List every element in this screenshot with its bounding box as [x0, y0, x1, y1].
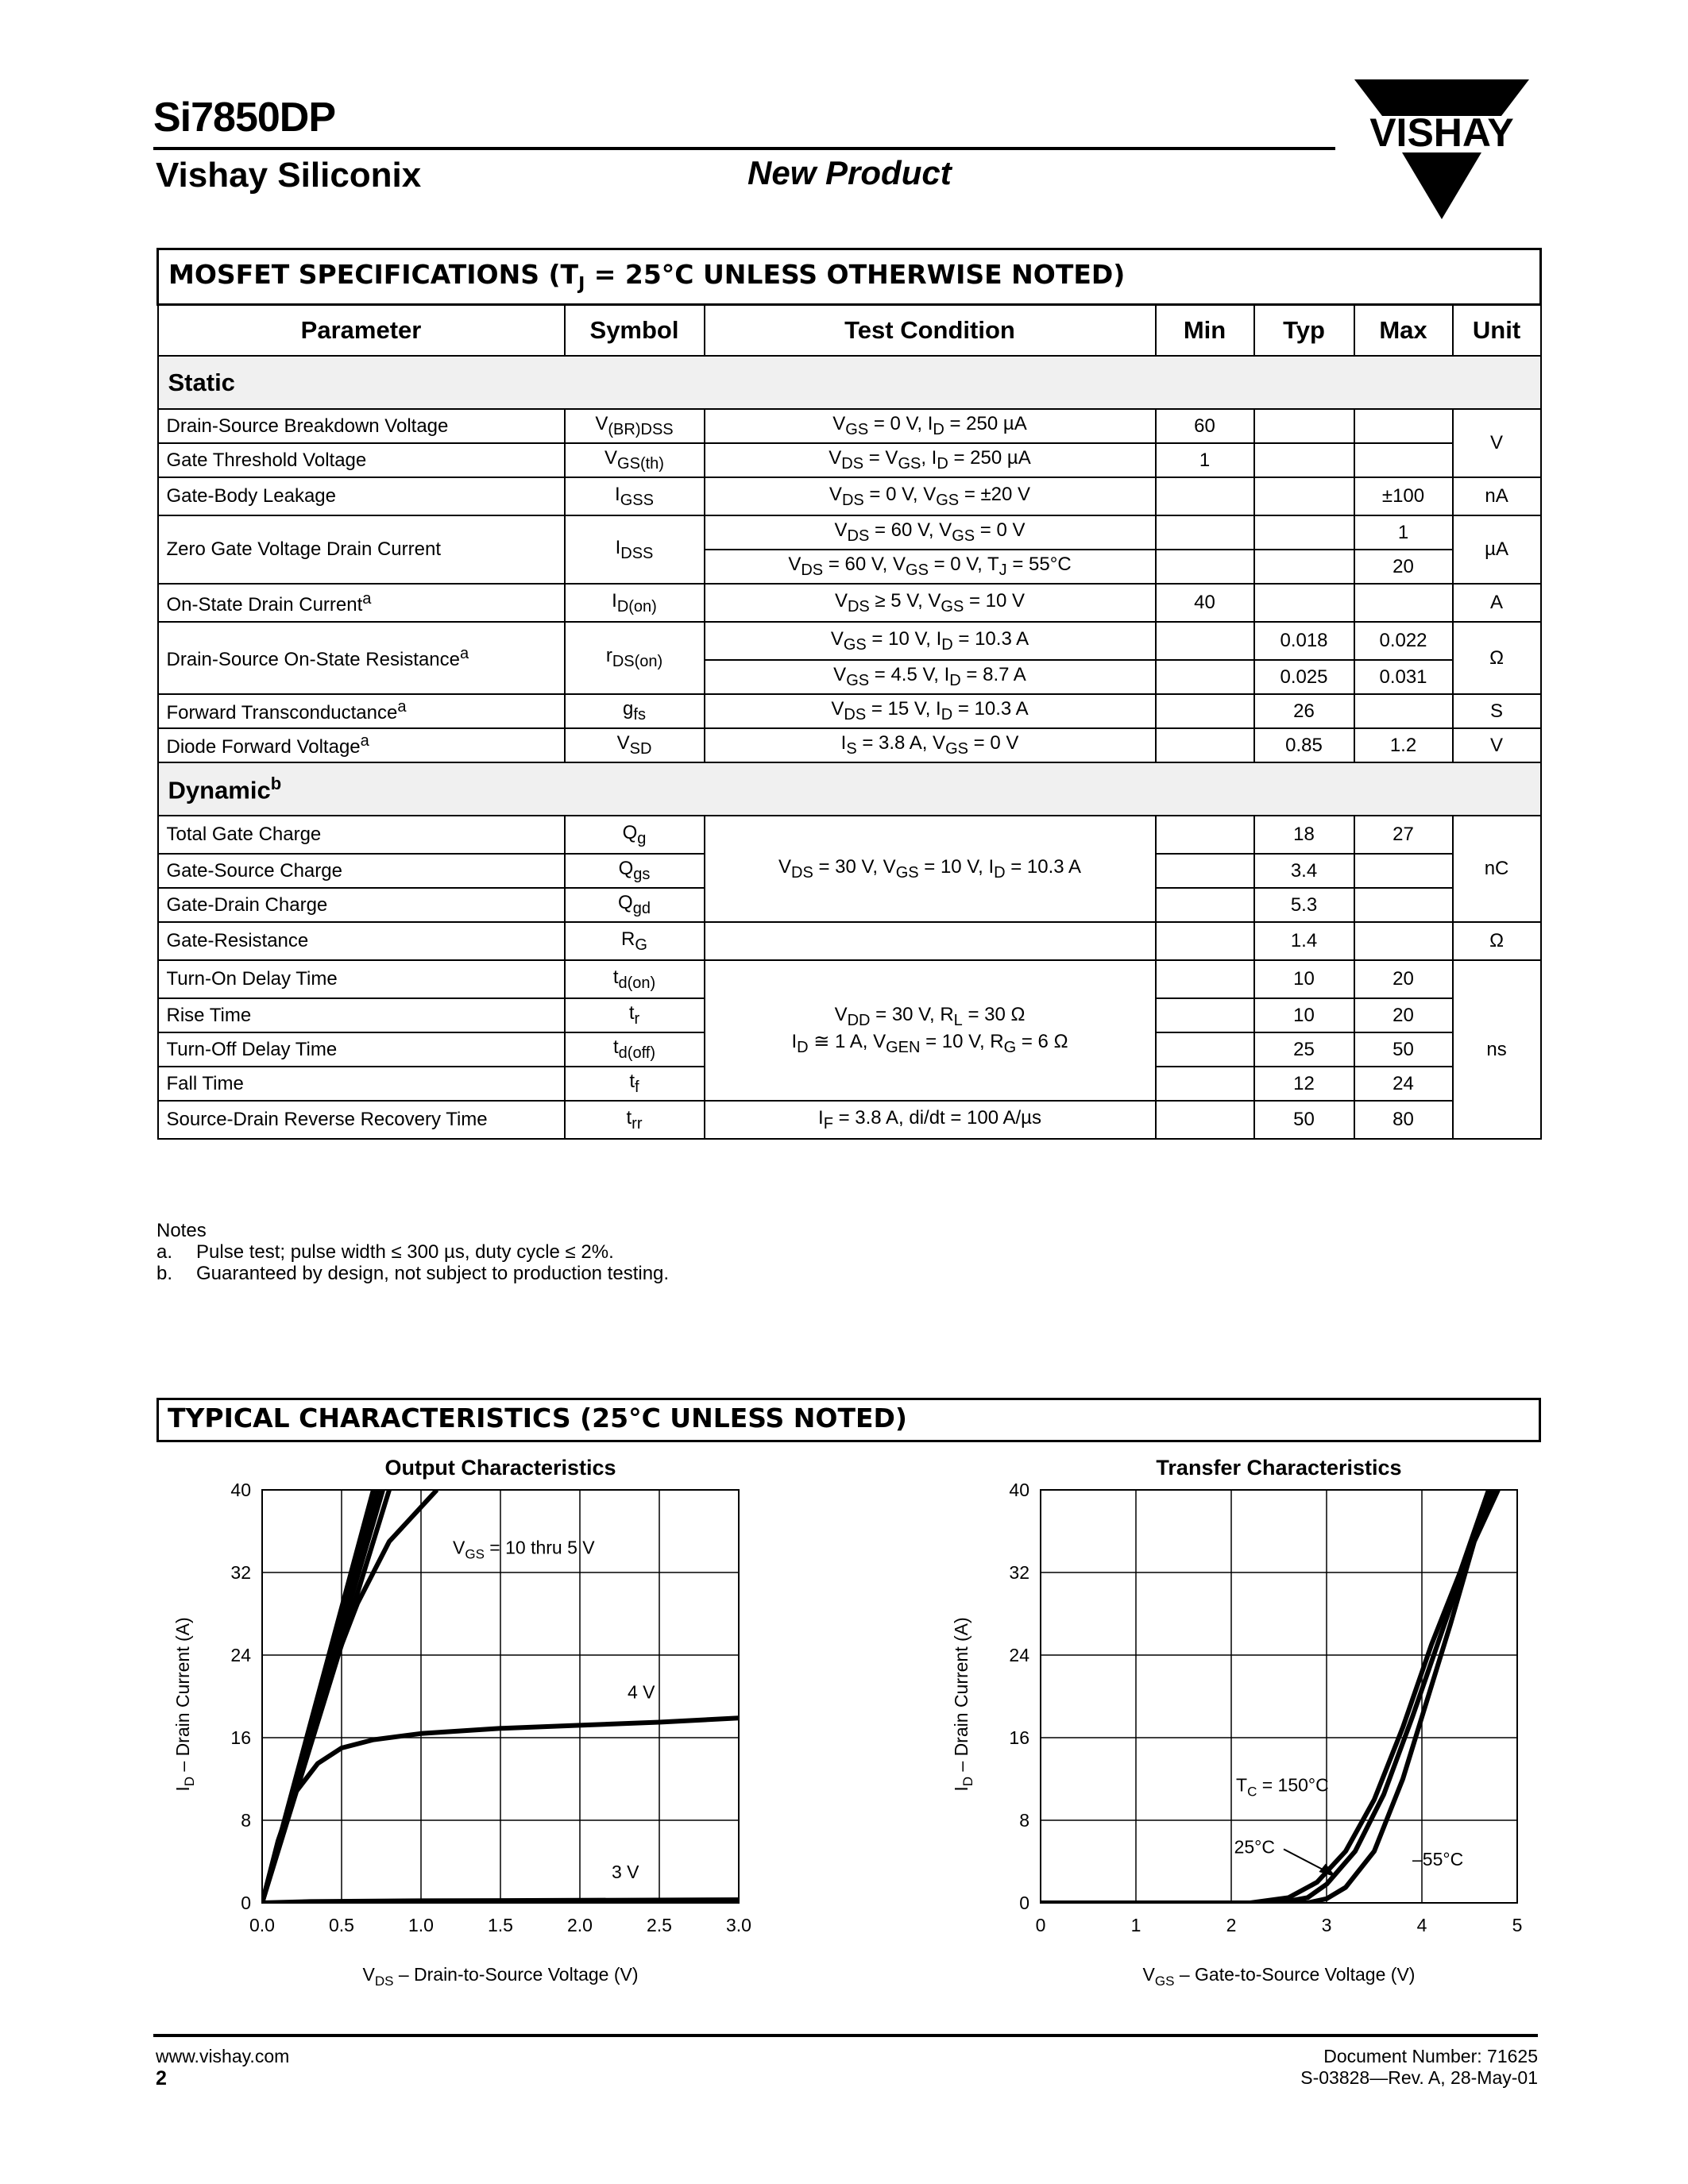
table-row: [158, 584, 1541, 622]
logo-text: VISHAY: [1369, 110, 1514, 155]
typ: [1254, 443, 1354, 477]
typ: 0.018: [1254, 622, 1354, 660]
table-row: [158, 1101, 1541, 1139]
typ: 3.4: [1254, 854, 1354, 888]
annotation-25c: 25°C: [1234, 1836, 1275, 1858]
unit: V: [1453, 728, 1541, 762]
y-axis-label: $I_D$ – Drain Current (A): [172, 1617, 197, 1792]
y-tick-label: 8: [1019, 1810, 1029, 1831]
annotation-150c: $T_C = 150^\circ C$: [1236, 1774, 1329, 1800]
min: 1: [1156, 443, 1254, 477]
series-line: [262, 1490, 437, 1903]
annotation-vgs: $V_{GS} = 10$ thru 5 V: [453, 1537, 595, 1562]
x-tick-label: 1.5: [488, 1915, 513, 1935]
min: [1156, 816, 1254, 854]
table-row: [158, 409, 1541, 443]
symbol: $I_{GSS}$: [565, 477, 705, 515]
new-product-label: New Product: [747, 154, 952, 191]
chart-title: Transfer Characteristics: [1156, 1456, 1402, 1480]
min: [1156, 998, 1254, 1032]
note-b: b. Guaranteed by design, not subject to production testing.: [156, 1263, 670, 1284]
x-axis-label: $V_{DS}$ – Drain-to-Source Voltage (V): [362, 1964, 639, 1989]
x-tick-label: 0.5: [329, 1915, 354, 1935]
output-characteristics-chart: [151, 1453, 778, 2009]
symbol: $r_{DS(on)}$: [565, 622, 705, 694]
y-tick-label: 40: [230, 1480, 251, 1500]
col-header-typ: Typ: [1254, 305, 1354, 357]
condition: $V_{DD} = 30$ V, $R_L = 30$ Ω $I_D$ ≅ 1 A, $V_{GEN} = 10$ V, $R_G = 6$ Ω: [705, 960, 1156, 1101]
symbol: $g_{fs}$: [565, 694, 705, 728]
chart-title: Output Characteristics: [384, 1456, 616, 1480]
note-a: a. Pulse test; pulse width ≤ 300 µs, duty cycle ≤ 2%.: [156, 1241, 614, 1263]
unit: ns: [1453, 960, 1541, 1139]
min: [1156, 888, 1254, 922]
symbol: $t_{d(on)}$: [565, 960, 705, 998]
max: [1354, 409, 1453, 443]
param: Diode Forward Voltage$^a$: [158, 728, 565, 762]
unit: nA: [1453, 477, 1541, 515]
min: [1156, 1101, 1254, 1139]
col-header-parameter: Parameter: [158, 305, 565, 357]
max: 1: [1354, 515, 1453, 550]
table-row: [158, 443, 1541, 477]
y-tick-label: 32: [1009, 1562, 1029, 1583]
unit: A: [1453, 584, 1541, 622]
symbol: $V_{GS(th)}$: [565, 443, 705, 477]
condition: $V_{DS} = 60$ V, $V_{GS} = 0$ V: [705, 515, 1156, 550]
x-tick-label: 2.5: [647, 1915, 672, 1935]
y-tick-label: 16: [1009, 1727, 1029, 1748]
part-number: Si7850DP: [153, 95, 336, 141]
min: [1156, 854, 1254, 888]
max: 50: [1354, 1032, 1453, 1067]
x-tick-label: 0.0: [249, 1915, 275, 1935]
condition: $V_{DS} = 15$ V, $I_D = 10.3$ A: [705, 694, 1156, 728]
param: Turn-On Delay Time: [158, 960, 565, 998]
annotation-4v: 4 V: [628, 1681, 655, 1703]
annotation-3v: 3 V: [612, 1861, 639, 1882]
y-axis-label: $I_D$ – Drain Current (A): [951, 1617, 975, 1792]
condition: [705, 922, 1156, 960]
typ: 26: [1254, 694, 1354, 728]
condition: $V_{DS} \ge 5$ V, $V_{GS} = 10$ V: [705, 584, 1156, 622]
x-tick-label: 0: [1035, 1915, 1046, 1935]
symbol: $t_r$: [565, 998, 705, 1032]
x-tick-label: 4: [1416, 1915, 1427, 1935]
min: [1156, 960, 1254, 998]
table-title: MOSFET SPECIFICATIONS ($T_J = 25^\circ C$ UNLESS OTHERWISE NOTED): [158, 249, 1541, 305]
col-header-min: Min: [1156, 305, 1254, 357]
unit: nC: [1453, 816, 1541, 922]
min: [1156, 550, 1254, 584]
condition: $V_{DS} = 30$ V, $V_{GS} = 10$ V, $I_D = 10.3$ A: [705, 816, 1156, 922]
param: Gate Threshold Voltage: [158, 443, 565, 477]
page-number: 2: [156, 2067, 167, 2089]
min: [1156, 1067, 1254, 1101]
param: On-State Drain Current$^a$: [158, 584, 565, 622]
param: Source-Drain Reverse Recovery Time: [158, 1101, 565, 1139]
typ: [1254, 477, 1354, 515]
x-tick-label: 5: [1512, 1915, 1523, 1935]
y-tick-label: 24: [1009, 1645, 1029, 1665]
param: Drain-Source Breakdown Voltage: [158, 409, 565, 443]
unit: S: [1453, 694, 1541, 728]
typ: 18: [1254, 816, 1354, 854]
typ: 10: [1254, 998, 1354, 1032]
param: Gate-Resistance: [158, 922, 565, 960]
mosfet-spec-table: [156, 248, 1542, 1140]
min: 40: [1156, 584, 1254, 622]
table-row: [158, 477, 1541, 515]
x-axis-label: $V_{GS}$ – Gate-to-Source Voltage (V): [1142, 1964, 1416, 1989]
symbol: $V_{(BR)DSS}$: [565, 409, 705, 443]
x-tick-label: 1: [1130, 1915, 1141, 1935]
max: 0.022: [1354, 622, 1453, 660]
y-tick-label: 40: [1009, 1480, 1029, 1500]
revision: S-03828—Rev. A, 28-May-01: [1300, 2067, 1538, 2088]
max: [1354, 922, 1453, 960]
param: Drain-Source On-State Resistance$^a$: [158, 622, 565, 694]
typ: [1254, 550, 1354, 584]
company-name: Vishay Siliconix: [156, 156, 422, 195]
max: ±100: [1354, 477, 1453, 515]
max: 24: [1354, 1067, 1453, 1101]
symbol: $I_{DSS}$: [565, 515, 705, 584]
y-tick-label: 16: [230, 1727, 251, 1748]
table-row: [158, 922, 1541, 960]
min: [1156, 515, 1254, 550]
x-tick-label: 2: [1226, 1915, 1237, 1935]
max: [1354, 443, 1453, 477]
min: [1156, 622, 1254, 660]
y-tick-label: 24: [230, 1645, 251, 1665]
x-tick-label: 3.0: [726, 1915, 751, 1935]
footer-url: www.vishay.com: [156, 2046, 290, 2066]
vishay-logo: [1354, 78, 1529, 219]
table-row: [158, 622, 1541, 660]
typ: 0.85: [1254, 728, 1354, 762]
typ: 10: [1254, 960, 1354, 998]
typical-characteristics-title: TYPICAL CHARACTERISTICS (25°C UNLESS NOTED): [168, 1403, 908, 1433]
condition: $I_S = 3.8$ A, $V_{GS} = 0$ V: [705, 728, 1156, 762]
unit: µA: [1453, 515, 1541, 584]
min: [1156, 477, 1254, 515]
typ: 5.3: [1254, 888, 1354, 922]
min: [1156, 694, 1254, 728]
min: [1156, 660, 1254, 694]
col-header-condition: Test Condition: [705, 305, 1156, 357]
table-row: [158, 960, 1541, 998]
condition: $V_{GS} = 4.5$ V, $I_D = 8.7$ A: [705, 660, 1156, 694]
condition: $I_F = 3.8$ A, di/dt = 100 A/µs: [705, 1101, 1156, 1139]
condition: $V_{GS} = 0$ V, $I_D = 250$ µA: [705, 409, 1156, 443]
typ: 0.025: [1254, 660, 1354, 694]
max: [1354, 584, 1453, 622]
param: Total Gate Charge: [158, 816, 565, 854]
max: 20: [1354, 550, 1453, 584]
table-row: [158, 694, 1541, 728]
section-static: Static: [158, 356, 1541, 409]
param: Fall Time: [158, 1067, 565, 1101]
annotation-minus55c: –55°C: [1412, 1849, 1464, 1870]
transfer-characteristics-chart: [929, 1453, 1557, 2009]
max: 80: [1354, 1101, 1453, 1139]
y-tick-label: 0: [241, 1893, 251, 1913]
param: Gate-Source Charge: [158, 854, 565, 888]
y-tick-label: 0: [1019, 1893, 1029, 1913]
typ: [1254, 515, 1354, 550]
header-rule: [153, 147, 1335, 150]
min: [1156, 922, 1254, 960]
max: 20: [1354, 998, 1453, 1032]
min: [1156, 728, 1254, 762]
min: 60: [1156, 409, 1254, 443]
col-header-symbol: Symbol: [565, 305, 705, 357]
condition: $V_{GS} = 10$ V, $I_D = 10.3$ A: [705, 622, 1156, 660]
x-tick-label: 2.0: [567, 1915, 593, 1935]
unit: V: [1453, 409, 1541, 477]
min: [1156, 1032, 1254, 1067]
table-row: [158, 515, 1541, 550]
symbol: $Q_g$: [565, 816, 705, 854]
typ: 12: [1254, 1067, 1354, 1101]
table-row: [158, 728, 1541, 762]
plot-frame: [1041, 1490, 1517, 1903]
param: Gate-Body Leakage: [158, 477, 565, 515]
typ: 25: [1254, 1032, 1354, 1067]
param: Zero Gate Voltage Drain Current: [158, 515, 565, 584]
notes-title: Notes: [156, 1220, 207, 1241]
max: [1354, 694, 1453, 728]
symbol: $V_{SD}$: [565, 728, 705, 762]
y-tick-label: 32: [230, 1562, 251, 1583]
x-tick-label: 3: [1321, 1915, 1332, 1935]
table-row: [158, 816, 1541, 854]
footer-rule: [153, 2034, 1538, 2037]
symbol: $Q_{gd}$: [565, 888, 705, 922]
symbol: $I_{D(on)}$: [565, 584, 705, 622]
symbol: $R_G$: [565, 922, 705, 960]
document-number: Document Number: 71625: [1323, 2046, 1538, 2066]
symbol: $t_{rr}$: [565, 1101, 705, 1139]
condition: $V_{DS} = 60$ V, $V_{GS} = 0$ V, $T_J = 55^\circ C$: [705, 550, 1156, 584]
typ: [1254, 409, 1354, 443]
y-tick-label: 8: [241, 1810, 251, 1831]
x-tick-label: 1.0: [408, 1915, 434, 1935]
notes: [156, 1220, 669, 1284]
section-dynamic: Dynamic$^b$: [158, 762, 1541, 816]
col-header-unit: Unit: [1453, 305, 1541, 357]
param: Turn-Off Delay Time: [158, 1032, 565, 1067]
typ: 1.4: [1254, 922, 1354, 960]
col-header-max: Max: [1354, 305, 1453, 357]
max: [1354, 888, 1453, 922]
condition: $V_{DS} = V_{GS}$, $I_D = 250$ µA: [705, 443, 1156, 477]
max: 0.031: [1354, 660, 1453, 694]
max: 20: [1354, 960, 1453, 998]
symbol: $Q_{gs}$: [565, 854, 705, 888]
typ: [1254, 584, 1354, 622]
typ: 50: [1254, 1101, 1354, 1139]
symbol: $t_f$: [565, 1067, 705, 1101]
param: Gate-Drain Charge: [158, 888, 565, 922]
param: Forward Transconductance$^a$: [158, 694, 565, 728]
max: 27: [1354, 816, 1453, 854]
unit: Ω: [1453, 922, 1541, 960]
condition: $V_{DS} = 0$ V, $V_{GS} = \pm 20$ V: [705, 477, 1156, 515]
max: 1.2: [1354, 728, 1453, 762]
unit: Ω: [1453, 622, 1541, 694]
symbol: $t_{d(off)}$: [565, 1032, 705, 1067]
max: [1354, 854, 1453, 888]
param: Rise Time: [158, 998, 565, 1032]
